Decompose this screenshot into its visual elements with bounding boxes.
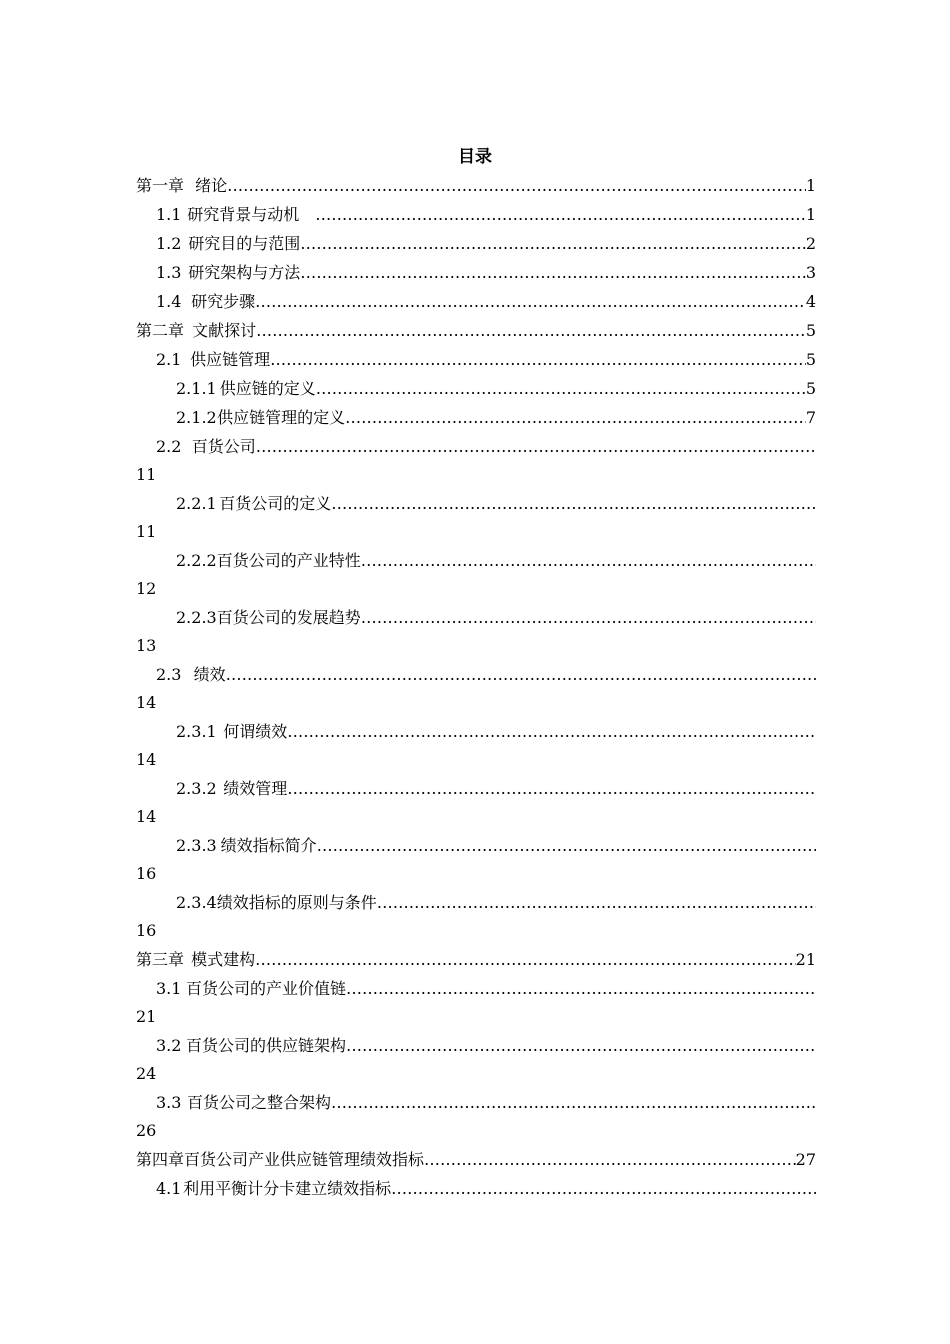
toc-entry-number: 2.3 xyxy=(156,665,182,684)
toc-leader-dots xyxy=(361,603,816,632)
toc-entry-label: 绩效管理 xyxy=(223,779,288,798)
toc-entry-label: 百货公司的发展趋势 xyxy=(216,608,361,627)
toc-page-number: 24 xyxy=(136,1064,157,1083)
toc-page-number: 13 xyxy=(136,636,157,655)
toc-entry-label: 绪论 xyxy=(195,176,228,195)
toc-entry-number: 3.2 xyxy=(156,1036,182,1055)
toc-leader-dots xyxy=(287,717,816,746)
toc-leader-dots xyxy=(317,831,816,860)
toc-entry[interactable] xyxy=(136,374,816,403)
toc-entry-number: 1.4 xyxy=(156,292,182,311)
toc-page-number: 12 xyxy=(136,579,157,598)
toc-page-number: 4 xyxy=(805,292,816,311)
toc-entry[interactable] xyxy=(136,888,816,945)
toc-leader-dots xyxy=(331,1088,816,1117)
toc-leader-dots xyxy=(270,345,806,374)
toc-entry[interactable] xyxy=(136,831,816,888)
toc-entry[interactable] xyxy=(136,1031,816,1088)
toc-entry[interactable] xyxy=(136,489,816,546)
toc-page-number: 5 xyxy=(805,379,816,398)
toc-entry-label: 百货公司的产业特性 xyxy=(216,551,361,570)
toc-entry-label: 研究目的与范围 xyxy=(188,234,301,253)
toc-leader-dots xyxy=(424,1145,796,1174)
toc-page-number: 2 xyxy=(805,234,816,253)
toc-entry[interactable] xyxy=(136,345,816,374)
toc-entry-number: 2.1.1 xyxy=(176,379,217,398)
toc-leader-dots xyxy=(256,432,816,461)
toc-entry-label: 百货公司之整合架构 xyxy=(186,1093,331,1112)
toc-entry[interactable] xyxy=(136,717,816,774)
toc-leader-dots xyxy=(346,974,816,1003)
toc-entry-label: 百货公司的定义 xyxy=(219,494,332,513)
toc-page-number: 21 xyxy=(795,950,816,969)
toc-entry-number: 2.2.2 xyxy=(176,551,217,570)
toc-leader-dots xyxy=(287,774,816,803)
toc-entry-label: 百货公司产业供应链管理绩效指标 xyxy=(184,1150,425,1169)
toc-page-number: 27 xyxy=(795,1150,816,1169)
toc-entry[interactable] xyxy=(136,1174,816,1203)
toc-leader-dots xyxy=(346,1031,816,1060)
toc-entry-label: 供应链管理的定义 xyxy=(217,408,346,427)
toc-entry-label: 绩效指标的原则与条件 xyxy=(216,893,377,912)
toc-entry-number: 4.1 xyxy=(156,1179,182,1198)
toc-entry[interactable] xyxy=(136,171,816,200)
toc-page-number: 21 xyxy=(136,1007,157,1026)
toc-entry[interactable] xyxy=(136,1088,816,1145)
toc-entry-label: 利用平衡计分卡建立绩效指标 xyxy=(183,1179,392,1198)
toc-entry[interactable] xyxy=(136,546,816,603)
toc-leader-dots xyxy=(226,660,816,689)
toc-entry[interactable] xyxy=(136,660,816,717)
toc-entry-number: 3.3 xyxy=(156,1093,182,1112)
toc-leader-dots xyxy=(345,403,806,432)
toc-page-number: 11 xyxy=(136,465,157,484)
toc-title: 目录 xyxy=(458,147,492,167)
toc-entry-number: 2.3.2 xyxy=(176,779,217,798)
toc-page-number: 26 xyxy=(136,1121,157,1140)
toc-entry-label: 绩效指标简介 xyxy=(220,836,317,855)
toc-leader-dots xyxy=(255,945,795,974)
toc-entry[interactable] xyxy=(136,316,816,345)
toc-entry-number: 2.2.3 xyxy=(176,608,217,627)
toc-entry-label: 何谓绩效 xyxy=(223,722,288,741)
toc-leader-dots xyxy=(361,546,816,575)
toc-entry-number: 1.2 xyxy=(156,234,182,253)
toc-entry[interactable] xyxy=(136,229,816,258)
toc-entry-label: 模式建构 xyxy=(191,950,256,969)
toc-entry[interactable] xyxy=(136,403,816,432)
toc-page-number: 3 xyxy=(805,263,816,282)
toc-entry-label: 百货公司的供应链架构 xyxy=(185,1036,346,1055)
toc-page-number: 5 xyxy=(805,350,816,369)
toc-entry-number: 2.1 xyxy=(156,350,182,369)
toc-leader-dots xyxy=(315,200,806,229)
toc-entry-number: 第一章 xyxy=(136,176,185,195)
toc-leader-dots xyxy=(227,171,806,200)
toc-leader-dots xyxy=(300,229,806,258)
toc-entry[interactable] xyxy=(136,1145,816,1174)
toc-page-number: 14 xyxy=(136,807,157,826)
toc-leader-dots xyxy=(331,489,816,518)
toc-entry-label: 供应链的定义 xyxy=(219,379,316,398)
toc-page-number: 7 xyxy=(805,408,816,427)
toc-entry-label: 供应链管理 xyxy=(190,350,271,369)
toc-entry[interactable] xyxy=(136,258,816,287)
toc-entry-label: 百货公司的产业价值链 xyxy=(185,979,346,998)
toc-leader-dots xyxy=(256,316,806,345)
toc-entry-number: 2.1.2 xyxy=(176,408,217,427)
toc-page-number: 11 xyxy=(136,522,157,541)
toc-page-number: 1 xyxy=(805,176,816,195)
toc-page-number: 1 xyxy=(805,205,816,224)
toc-page-number: 14 xyxy=(136,750,157,769)
toc-entry-number: 2.3.4 xyxy=(176,893,217,912)
toc-entry-number: 第二章 xyxy=(136,321,185,340)
toc-entry[interactable] xyxy=(136,200,816,229)
toc-entry[interactable] xyxy=(136,287,816,316)
toc-entry[interactable] xyxy=(136,774,816,831)
toc-entry-number: 2.3.1 xyxy=(176,722,217,741)
toc-entry[interactable] xyxy=(136,432,816,489)
toc-entry-number: 第三章 xyxy=(136,950,185,969)
toc-page-number: 16 xyxy=(136,864,157,883)
toc-entry-number: 3.1 xyxy=(156,979,182,998)
toc-entry[interactable] xyxy=(136,974,816,1031)
toc-entry-number: 1.3 xyxy=(156,263,182,282)
toc-leader-dots xyxy=(377,888,816,917)
table-of-contents xyxy=(136,171,816,1203)
toc-leader-dots xyxy=(300,258,806,287)
toc-entry-label: 研究背景与动机 xyxy=(187,205,316,224)
toc-entry-number: 2.3.3 xyxy=(176,836,217,855)
toc-entry-label: 研究架构与方法 xyxy=(188,263,301,282)
toc-entry-number: 2.2 xyxy=(156,437,182,456)
toc-entry[interactable] xyxy=(136,603,816,660)
toc-entry-label: 百货公司 xyxy=(191,437,256,456)
toc-leader-dots xyxy=(255,287,806,316)
toc-page-number: 14 xyxy=(136,693,157,712)
toc-entry-label: 绩效 xyxy=(193,665,226,684)
toc-entry-label: 文献探讨 xyxy=(192,321,257,340)
toc-leader-dots xyxy=(316,374,806,403)
toc-leader-dots xyxy=(391,1174,816,1203)
toc-page-number: 5 xyxy=(805,321,816,340)
toc-entry[interactable] xyxy=(136,945,816,974)
toc-entry-label: 研究步骤 xyxy=(191,292,256,311)
toc-entry-number: 1.1 xyxy=(156,205,182,224)
toc-page-number: 16 xyxy=(136,921,157,940)
toc-entry-number: 2.2.1 xyxy=(176,494,217,513)
toc-entry-number: 第四章 xyxy=(136,1150,185,1169)
